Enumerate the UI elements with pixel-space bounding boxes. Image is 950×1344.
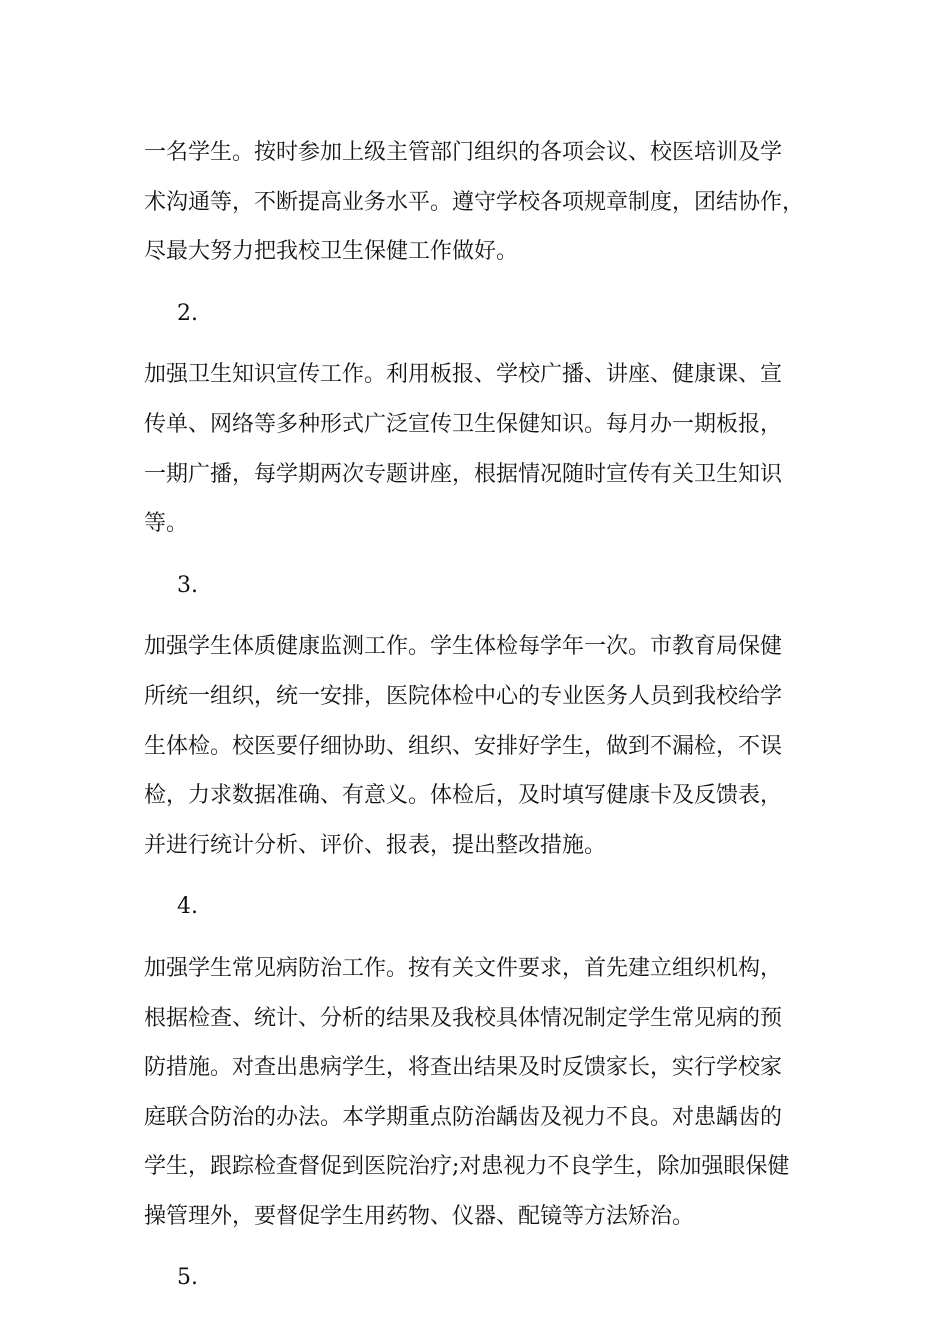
text-line: 检，力求数据准确、有意义。体检后，及时填写健康卡及反馈表， (144, 783, 783, 809)
text-line: 生体检。校医要仔细协助、组织、安排好学生，做到不漏检，不误 (144, 733, 783, 759)
text-line: 并进行统计分析、评价、报表，提出整改措施。 (144, 832, 607, 858)
text-line: 所统一组织，统一安排，医院体检中心的专业医务人员到我校给学 (144, 683, 783, 709)
text-line: 术沟通等，不断提高业务水平。遵守学校各项规章制度，团结协作， (144, 189, 805, 215)
item-number-3: 3. (177, 572, 198, 598)
text-line: 一期广播，每学期两次专题讲座，根据情况随时宣传有关卫生知识 (144, 461, 783, 487)
paragraph-1 (144, 128, 812, 277)
text-line: 加强学生体质健康监测工作。学生体检每学年一次。市教育局保健 (144, 634, 783, 660)
paragraph-4 (144, 944, 812, 1242)
paragraph-2 (144, 350, 812, 548)
text-line: 根据检查、统计、分析的结果及我校具体情况制定学生常见病的预 (144, 1005, 783, 1031)
text-line: 加强卫生知识宣传工作。利用板报、学校广播、讲座、健康课、宣 (144, 362, 783, 388)
text-line: 一名学生。按时参加上级主管部门组织的各项会议、校医培训及学 (144, 140, 783, 165)
paragraph-3 (144, 622, 812, 870)
text-line: 等。 (144, 511, 189, 537)
text-line: 传单、网络等多种形式广泛宣传卫生保健知识。每月办一期板报， (144, 411, 783, 437)
item-number-4: 4. (177, 894, 198, 920)
text-line: 尽最大努力把我校卫生保健工作做好。 (144, 239, 519, 265)
item-number-2: 2. (177, 300, 198, 326)
text-line: 加强学生常见病防治工作。按有关文件要求，首先建立组织机构， (144, 955, 783, 981)
text-line: 学生，跟踪检查督促到医院治疗;对患视力不良学生，除加强眼保健 (144, 1154, 790, 1180)
text-line: 操管理外，要督促学生用药物、仪器、配镜等方法矫治。 (144, 1203, 695, 1229)
text-line: 庭联合防治的办法。本学期重点防治龋齿及视力不良。对患龋齿的 (144, 1104, 783, 1130)
text-line: 防措施。对查出患病学生，将查出结果及时反馈家长，实行学校家 (144, 1055, 783, 1081)
item-number-5: 5. (177, 1265, 198, 1291)
document-body (144, 128, 812, 1315)
